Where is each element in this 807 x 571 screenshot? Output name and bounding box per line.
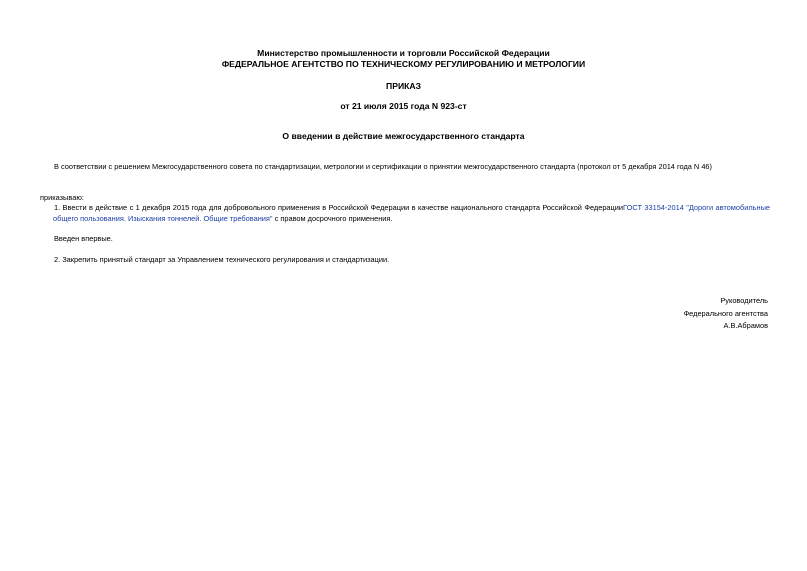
item-1-paragraph (54, 203, 770, 224)
signature-position-1: Руководитель (720, 296, 768, 305)
first-introduced-note: Введен впервые. (54, 234, 113, 243)
order-word: приказываю: (40, 193, 84, 202)
document-date: от 21 июля 2015 года N 923-ст (340, 101, 467, 111)
ministry-name: Министерство промышленности и торговли Российской Федерации (257, 48, 550, 58)
item-1-tail: с правом досрочного применения. (272, 213, 393, 223)
gost-link-part-1[interactable]: ГОСТ 33154-2014 "Дороги автомобильные (623, 203, 770, 212)
signature-name: А.В.Абрамов (723, 321, 768, 330)
document-type: ПРИКАЗ (386, 81, 421, 91)
agency-name: ФЕДЕРАЛЬНОЕ АГЕНТСТВО ПО ТЕХНИЧЕСКОМУ РЕГУЛИРОВАНИЮ И МЕТРОЛОГИИ (221, 59, 586, 69)
item-1-line-2 (53, 214, 770, 225)
gost-link-part-2[interactable]: общего пользования. Изыскания тоннелей. Общие требования" (53, 213, 273, 223)
document-title: О введении в действие межгосударственного стандарта (282, 131, 525, 141)
signature-position-2: Федерального агентства (683, 308, 768, 318)
signature-block (684, 295, 768, 333)
item-2-paragraph: 2. Закрепить принятый стандарт за Управлением технического регулирования и стандартизации. (54, 255, 390, 264)
item-1-text: 1. Ввести в действие с 1 декабря 2015 года для добровольного применения в Российской Федерации в качестве национального стандарта Российской Федерации (54, 203, 624, 212)
preamble-paragraph: В соответствии с решением Межгосударственного совета по стандартизации, метрологии и сертификации о принятии межгосударственного стандарта (протокол от 5 декабря 2014 года N 46) (54, 162, 712, 171)
item-1-line-1 (54, 203, 770, 214)
